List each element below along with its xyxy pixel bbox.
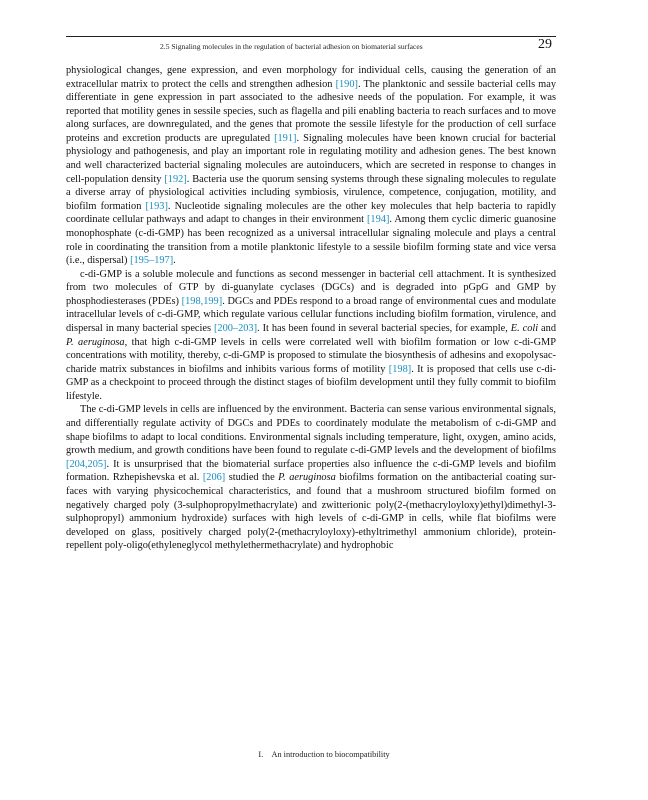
header-rule [66, 36, 556, 37]
text-run: physiological changes, gene expression, and even morphology for individual cells, causing the generation of an extracellular matrix to protect the cells and strengthen adhesion [66, 65, 556, 90]
citation-link[interactable]: [192] [164, 173, 187, 185]
species-name: E. coli [510, 322, 539, 334]
text-run: biofilms formation on the antibacterial coating surfaces with varying physicochemical characteristics, and found that a mushroom structured biofilm formed on negatively charged poly (3-sulphopropylmethacrylate) and zwitterionic poly(2-(methacryloyloxy)ethyl)dimethyl-3-sulphopropyl) ammonium hydroxide) surfaces with high levels of c-di-GMP in cells, while flat biofilms were developed on glass, positively charged poly(2-(methacryloyloxy)-ethyltrimethyl ammonium chloride), protein-repellent poly-oligo(ethyleneglycol methylethermethacrylate) and hydrophobic [66, 472, 556, 552]
species-name: P. aeruginosa [278, 472, 336, 484]
citation-link[interactable]: [200–203] [213, 322, 258, 334]
text-run: . The planktonic and sessile bacterial cells may differentiate in gene expression in part associated to the adhesive needs of the population. For example, it was reported that motility genes in sessile species, such as flagella and pili enabling bacteria to reach surfaces and to move along surfaces, are downregulated, and the genes that promote the sessile lifestyle for the production of cell surface proteins and excretion products are upregulated [66, 78, 556, 144]
footer: I. An introduction to biocompatibility [258, 750, 390, 759]
page-number: 29 [538, 37, 552, 52]
citation-link[interactable]: [198,199] [181, 295, 223, 307]
running-head: 2.5 Signaling molecules in the regulation of bacterial adhesion on biomaterial surfaces [160, 42, 423, 51]
text-run: c-di-GMP is a soluble molecule and functions as second messenger in bacterial cell attachment. It is synthesized from two molecules of GTP by di-guanylate cyclases (DGCs) and is degraded into pGpG and GMP by phosphodiesterases (PDEs) [66, 268, 556, 307]
text-run: . Among them cyclic dimeric guanosine monophosphate (c-di-GMP) has been recognized as a universal intracellular signaling molecule and plays a central role in coordinating the transition from a motile planktonic lifestyle to a sessile biofilm forming state and vice versa (i.e., dispersal) [66, 214, 556, 267]
text-run: , that high c-di-GMP levels in cells were correlated well with biofilm formation or low c-di-GMP concentrations with motility, thereby, c-di-GMP is proposed to stimulate the biosynthesis of adhesins and exopolysaccharide matrix substances in biofilms and inhibits various forms of motility [66, 336, 556, 375]
text-run: and [538, 322, 556, 334]
text-run: . Bacteria use the quorum sensing systems through these signaling molecules to regulate a diverse array of physiological activities including symbiosis, virulence, competence, conjugation, motility, and biofilm formation [66, 173, 556, 212]
text-run: . It has been found in several bacterial species, for example, [257, 322, 511, 334]
citation-link[interactable]: [194] [366, 214, 390, 226]
paragraph-3 [66, 403, 556, 552]
citation-link[interactable]: [195–197] [130, 255, 174, 267]
citation-link[interactable]: [191] [274, 132, 297, 144]
text-run: . It is proposed that cells use c-di-GMP as a checkpoint to proceed through the distinct stages of biofilm development until they fully commit to biofilm lifestyle. [66, 363, 557, 402]
text-run: . It is unsurprised that the biomaterial surface properties also influence the c-di-GMP levels and biofilm formation. Rzhepishevska et al. [66, 458, 556, 484]
text-run: The c-di-GMP levels in cells are influenced by the environment. Bacteria can sense various environmental signals, and differentially regulate activity of DGCs and PDEs to coordinately modulate the metabolism of c-di-GMP and shape biofilms to adapt to local conditions. Environmental signals including temperature, light, oxygen, amino acids, growth medium, and growth conditions have been found to regulate c-di-GMP levels and the development of biofilms [66, 404, 556, 457]
citation-link[interactable]: [204,205] [66, 458, 107, 470]
citation-link[interactable]: [198] [388, 363, 412, 375]
citation-link[interactable]: [206] [202, 472, 226, 484]
body-text [66, 64, 556, 553]
paragraph-1 [66, 64, 556, 268]
citation-link[interactable]: [193] [145, 200, 168, 212]
text-run: . Signaling molecules have been known crucial for bacterial physiology and pathogenesis, and play an important role in regulating motility and adhesion genes. The best known and well characterized bacterial signaling molecules are autoinducers, which are secreted in response to changes in cell-population density [66, 132, 556, 185]
paragraph-2 [66, 268, 556, 404]
text-run: . DGCs and PDEs respond to a broad range of environmental cues and modulate intracellular levels of c-di-GMP, which regulate various cellular functions including biofilm formation, virulence, and dispersal in many bacterial species [66, 295, 556, 334]
text-run: . Nucleotide signaling molecules are the other key molecules that help bacteria to rapidly coordinate cellular pathways and adapt to changes in their environment [66, 200, 556, 226]
text-run: studied the [225, 472, 279, 484]
citation-link[interactable]: [190] [335, 78, 358, 90]
species-name: P. aeruginosa [66, 336, 125, 348]
text-run: . [173, 255, 176, 267]
